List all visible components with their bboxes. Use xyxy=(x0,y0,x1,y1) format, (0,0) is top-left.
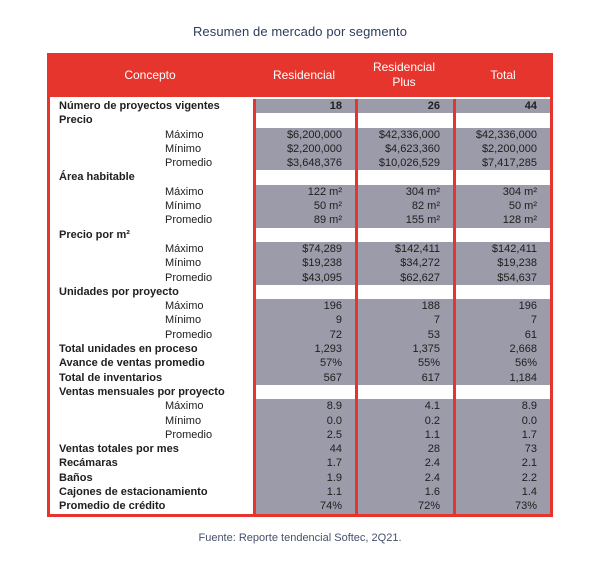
table-header-row xyxy=(47,53,553,97)
cell-total: 304 m² xyxy=(453,185,550,199)
cell-residencial-plus: $42,336,000 xyxy=(355,128,453,142)
cell-residencial xyxy=(253,385,355,399)
table-row xyxy=(50,256,550,270)
cell-total: 8.9 xyxy=(453,399,550,413)
table-row xyxy=(50,156,550,170)
row-label: Número de proyectos vigentes xyxy=(59,100,220,112)
cell-residencial: 57% xyxy=(253,356,355,370)
table-row xyxy=(50,499,550,513)
row-label: Promedio xyxy=(165,214,213,227)
cell-residencial: 72 xyxy=(253,328,355,342)
cell-residencial: 74% xyxy=(253,499,355,513)
row-label: Promedio xyxy=(165,328,213,341)
cell-total: 1,184 xyxy=(453,371,550,385)
cell-residencial xyxy=(253,113,355,127)
cell-residencial-plus: $4,623,360 xyxy=(355,142,453,156)
cell-residencial: 122 m² xyxy=(253,185,355,199)
cell-total: $7,417,285 xyxy=(453,156,550,170)
source-note: Fuente: Reporte tendencial Softec, 2Q21. xyxy=(198,532,402,544)
table-row xyxy=(50,199,550,213)
table-row xyxy=(50,170,550,184)
cell-total xyxy=(453,285,550,299)
cell-residencial-plus: 7 xyxy=(355,313,453,327)
row-label: Precio por m² xyxy=(59,228,130,241)
cell-residencial: 8.9 xyxy=(253,399,355,413)
cell-residencial-plus: 2.4 xyxy=(355,456,453,470)
cell-residencial xyxy=(253,285,355,299)
cell-residencial-plus: 1.1 xyxy=(355,428,453,442)
cell-residencial-plus xyxy=(355,113,453,127)
table-row xyxy=(50,485,550,499)
table-row xyxy=(50,271,550,285)
cell-residencial: 1.9 xyxy=(253,471,355,485)
row-label: Baños xyxy=(59,471,93,484)
cell-total xyxy=(453,170,550,184)
cell-total: 2.1 xyxy=(453,456,550,470)
cell-residencial-plus: $34,272 xyxy=(355,256,453,270)
cell-total: 56% xyxy=(453,356,550,370)
cell-residencial: 1.7 xyxy=(253,456,355,470)
cell-residencial: 44 xyxy=(253,442,355,456)
table-row xyxy=(50,471,550,485)
cell-residencial-plus: 53 xyxy=(355,328,453,342)
table-row xyxy=(50,142,550,156)
cell-residencial-plus: 82 m² xyxy=(355,199,453,213)
cell-residencial: $6,200,000 xyxy=(253,128,355,142)
row-label: Promedio xyxy=(165,157,213,170)
table-row xyxy=(50,228,550,242)
cell-residencial-plus: $62,627 xyxy=(355,271,453,285)
cell-residencial-plus: 155 m² xyxy=(355,213,453,227)
col-header-residencial: Residencial xyxy=(272,67,336,82)
cell-total: 2.2 xyxy=(453,471,550,485)
row-label: Total unidades en proceso xyxy=(59,343,198,356)
cell-residencial: 1.1 xyxy=(253,485,355,499)
table-row xyxy=(50,285,550,299)
table-row xyxy=(50,385,550,399)
cell-total: 0.0 xyxy=(453,414,550,428)
cell-residencial-plus: 72% xyxy=(355,499,453,513)
table-row xyxy=(50,328,550,342)
row-label: Promedio xyxy=(165,271,213,284)
cell-total xyxy=(453,113,550,127)
cell-residencial-plus: 188 xyxy=(355,299,453,313)
cell-residencial: 2.5 xyxy=(253,428,355,442)
cell-residencial-plus: 28 xyxy=(355,442,453,456)
table-row xyxy=(50,399,550,413)
cell-residencial: 196 xyxy=(253,299,355,313)
cell-residencial-plus: 1,375 xyxy=(355,342,453,356)
table-row xyxy=(50,213,550,227)
table-row xyxy=(50,242,550,256)
row-label: Avance de ventas promedio xyxy=(59,357,205,370)
page-title: Resumen de mercado por segmento xyxy=(192,24,408,39)
row-label: Mínimo xyxy=(165,200,202,213)
cell-residencial: $19,238 xyxy=(253,256,355,270)
cell-residencial-plus: 4.1 xyxy=(355,399,453,413)
cell-residencial-plus: 0.2 xyxy=(355,414,453,428)
cell-total: 73 xyxy=(453,442,550,456)
table-row xyxy=(50,313,550,327)
table-row xyxy=(50,299,550,313)
table-row xyxy=(50,356,550,370)
table-row xyxy=(50,99,550,113)
cell-total: 128 m² xyxy=(453,213,550,227)
market-summary-table xyxy=(47,53,553,517)
table-row xyxy=(50,442,550,456)
cell-total: 44 xyxy=(453,99,550,113)
row-label: Precio xyxy=(59,114,93,127)
cell-total: 196 xyxy=(453,299,550,313)
row-label: Máximo xyxy=(165,185,204,198)
table-row xyxy=(50,428,550,442)
cell-total: 50 m² xyxy=(453,199,550,213)
table-body xyxy=(47,97,553,517)
row-label: Mínimo xyxy=(165,314,202,327)
row-label: Máximo xyxy=(165,400,204,413)
cell-residencial: $3,648,376 xyxy=(253,156,355,170)
cell-residencial: 50 m² xyxy=(253,199,355,213)
cell-total: 1.4 xyxy=(453,485,550,499)
cell-residencial-plus: $10,026,529 xyxy=(355,156,453,170)
cell-total: $142,411 xyxy=(453,242,550,256)
cell-total xyxy=(453,228,550,242)
cell-residencial-plus: $142,411 xyxy=(355,242,453,256)
table-row xyxy=(50,371,550,385)
cell-residencial-plus xyxy=(355,285,453,299)
row-label: Ventas totales por mes xyxy=(59,443,179,456)
row-label: Unidades por proyecto xyxy=(59,285,179,298)
table-row xyxy=(50,456,550,470)
cell-total: 73% xyxy=(453,499,550,513)
table-row xyxy=(50,128,550,142)
row-label: Total de inventarios xyxy=(59,371,163,384)
cell-residencial xyxy=(253,170,355,184)
cell-residencial: 1,293 xyxy=(253,342,355,356)
cell-residencial-plus: 2.4 xyxy=(355,471,453,485)
row-label: Máximo xyxy=(165,300,204,313)
cell-total xyxy=(453,385,550,399)
cell-residencial-plus xyxy=(355,170,453,184)
cell-total: $19,238 xyxy=(453,256,550,270)
row-label: Promedio xyxy=(165,428,213,441)
row-label: Mínimo xyxy=(165,142,202,155)
cell-residencial-plus: 304 m² xyxy=(355,185,453,199)
cell-total: 2,668 xyxy=(453,342,550,356)
cell-total: $54,637 xyxy=(453,271,550,285)
cell-residencial: 18 xyxy=(253,99,355,113)
table-row xyxy=(50,414,550,428)
table-row xyxy=(50,342,550,356)
cell-residencial: 9 xyxy=(253,313,355,327)
table-row xyxy=(50,185,550,199)
cell-residencial: 567 xyxy=(253,371,355,385)
cell-residencial-plus xyxy=(355,385,453,399)
row-label: Área habitable xyxy=(59,171,135,184)
cell-residencial xyxy=(253,228,355,242)
cell-total: $42,336,000 xyxy=(453,128,550,142)
cell-residencial-plus: 55% xyxy=(355,356,453,370)
cell-total: 1.7 xyxy=(453,428,550,442)
cell-residencial: $43,095 xyxy=(253,271,355,285)
cell-residencial: 0.0 xyxy=(253,414,355,428)
row-label: Cajones de estacionamiento xyxy=(59,486,208,499)
row-label: Recámaras xyxy=(59,457,118,470)
cell-residencial-plus: 26 xyxy=(355,99,453,113)
row-label: Promedio de crédito xyxy=(59,500,166,513)
cell-residencial-plus: 617 xyxy=(355,371,453,385)
row-label: Mínimo xyxy=(165,414,202,427)
row-label: Máximo xyxy=(165,242,204,255)
cell-residencial-plus: 1.6 xyxy=(355,485,453,499)
cell-residencial-plus xyxy=(355,228,453,242)
row-label: Ventas mensuales por proyecto xyxy=(59,385,225,398)
cell-total: 61 xyxy=(453,328,550,342)
col-header-residencial-plus: Residencial Plus xyxy=(372,60,436,89)
table-row xyxy=(50,113,550,127)
row-label: Mínimo xyxy=(165,257,202,270)
cell-total: 7 xyxy=(453,313,550,327)
row-label: Máximo xyxy=(165,128,204,141)
col-header-total: Total xyxy=(490,67,516,82)
col-header-concepto: Concepto xyxy=(124,67,176,82)
cell-residencial: $74,289 xyxy=(253,242,355,256)
cell-residencial: $2,200,000 xyxy=(253,142,355,156)
cell-total: $2,200,000 xyxy=(453,142,550,156)
cell-residencial: 89 m² xyxy=(253,213,355,227)
